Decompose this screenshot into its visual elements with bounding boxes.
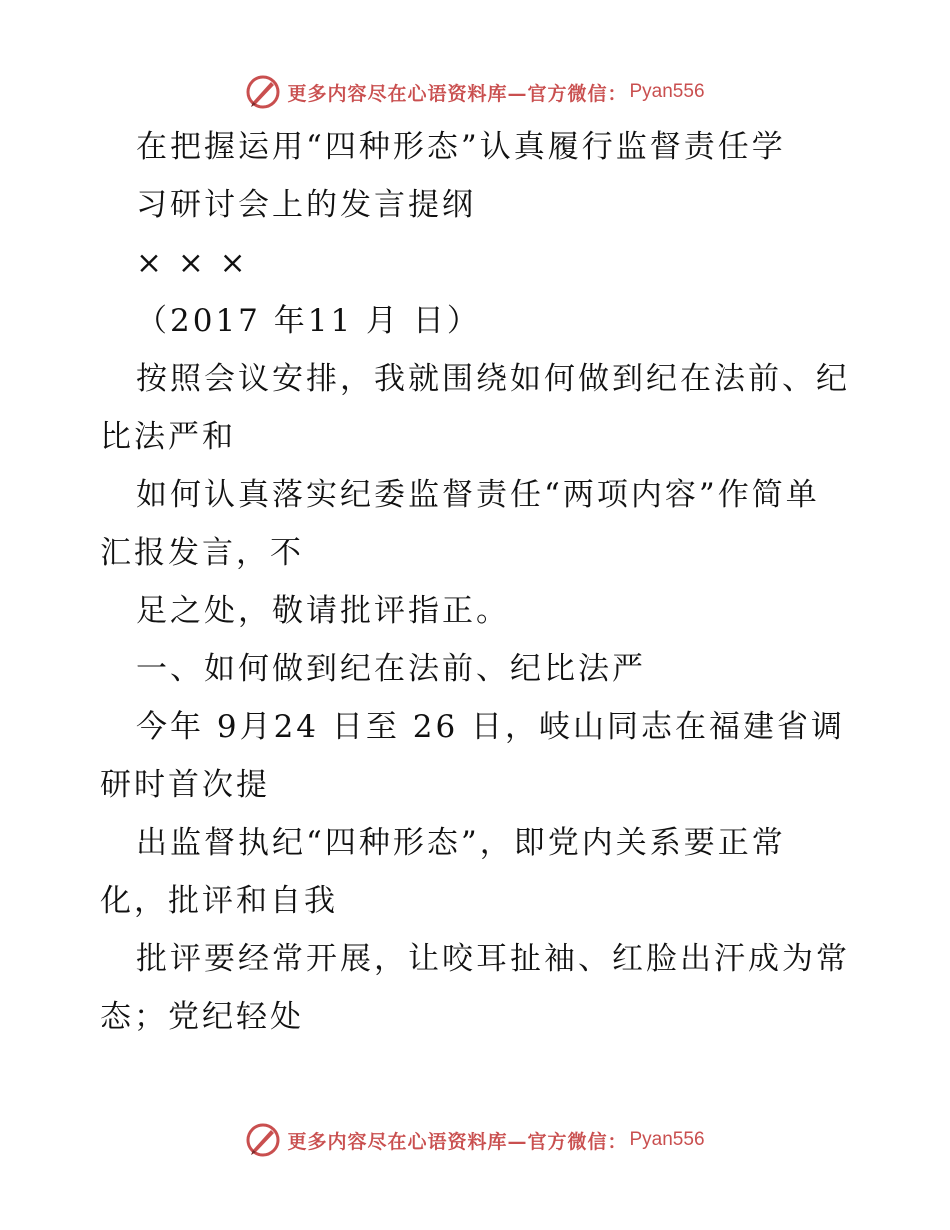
quill-pen-logo-icon <box>245 74 281 110</box>
paragraph-line: 足之处，敬请批评指正。 <box>136 593 510 629</box>
document-title-line-1: 在把握运用“四种形态”认真履行监督责任学 <box>136 129 786 165</box>
watermark-text: 更多内容尽在心语资料库—官方微信： <box>287 82 628 105</box>
paragraph-line: 如何认真落实纪委监督责任“两项内容”作简单 <box>136 477 820 513</box>
header-watermark <box>0 70 950 114</box>
document-date: （2017 年11 月 日） <box>136 303 481 339</box>
paragraph-line: 按照会议安排，我就围绕如何做到纪在法前、纪 <box>136 361 850 397</box>
section-heading: 一、如何做到纪在法前、纪比法严 <box>136 651 646 687</box>
paragraph-line: 研时首次提 <box>100 767 270 803</box>
footer-watermark <box>0 1118 950 1162</box>
watermark-text: 更多内容尽在心语资料库—官方微信： <box>287 1130 628 1153</box>
paragraph-line: 出监督执纪“四种形态”，即党内关系要正常 <box>136 825 786 861</box>
paragraph-line: 今年 9月24 日至 26 日，岐山同志在福建省调 <box>136 709 846 745</box>
watermark-account: Pyan556 <box>629 1129 705 1150</box>
quill-pen-logo-icon <box>245 1122 281 1158</box>
document-title-line-2: 习研讨会上的发言提纲 <box>136 187 476 223</box>
paragraph-line: 态；党纪轻处 <box>100 999 304 1035</box>
paragraph-line: 批评要经常开展，让咬耳扯袖、红脸出汗成为常 <box>136 941 850 977</box>
paragraph-line: 化，批评和自我 <box>100 883 338 919</box>
document-author: × × × <box>136 245 249 281</box>
watermark-account: Pyan556 <box>629 81 705 102</box>
document-body <box>100 118 860 1046</box>
paragraph-line: 汇报发言，不 <box>100 535 304 571</box>
paragraph-line: 比法严和 <box>100 419 236 455</box>
